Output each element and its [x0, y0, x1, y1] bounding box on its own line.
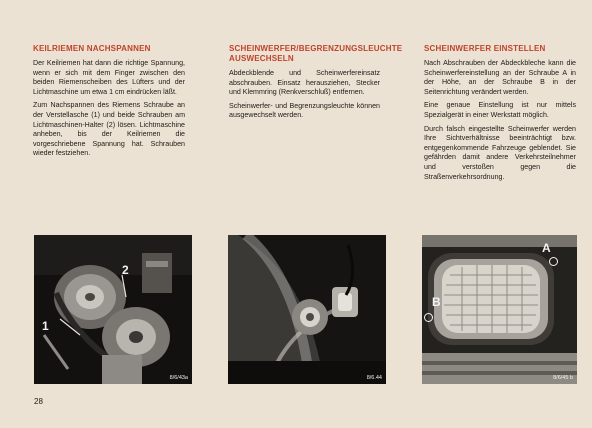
paragraph: Nach Abschrauben der Abdeckbleche kann die Scheinwerfereinstellung an der Schraube A in der Höhe, an der Schraube B in der Seitenrichtung verändert werden. [424, 59, 576, 96]
callout-1: 1 [42, 319, 49, 333]
callout-b: B [432, 295, 441, 309]
callout-a: A [542, 241, 551, 255]
adjust-screw-b-marker [424, 313, 433, 322]
paragraph: Eine genaue Einstellung ist nur mittels Spezialgerät in einer Werkstatt möglich. [424, 101, 576, 119]
paragraph: Durch falsch eingestellte Scheinwerfer werden Ihre Sichtverhältnisse beeinträchtigt bzw. entgegenkommende Fahrzeuge geblendet. Sie gefährden damit andere Verkehrsteilnehmer und verstoßen gegen die Straßenverkehrsordnung. [424, 124, 576, 181]
section-heading: KEILRIEMEN NACHSPANNEN [33, 44, 151, 53]
headlight-insert-illustration [228, 235, 386, 384]
column-headlight-adjust [424, 44, 576, 186]
callout-2: 2 [122, 263, 129, 277]
photo-headlight-adjust [422, 235, 577, 384]
photo-code: 8/6/43a [169, 375, 188, 381]
paragraph: Zum Nachspannen des Riemens Schraube an der Verstellasche (1) und beide Schrauben am Lichtmaschinen-Halter (2) lösen. Lichtmaschine anheben, bis der Keilriemen die vorgeschriebene Spannung hat. Schrauben wieder festziehen. [33, 101, 185, 158]
paragraph: Der Keilriemen hat dann die richtige Spannung, wenn er sich mit dem Finger zwischen den beiden Riemenscheiben des Lüfters und der Lichtmaschine um etwa 1 cm eindrücken läßt. [33, 59, 185, 96]
paragraph: Scheinwerfer- und Begrenzungsleuchte können ausgewechselt werden. [229, 101, 380, 120]
page-number: 28 [34, 397, 43, 406]
section-heading: SCHEINWERFER EINSTELLEN [424, 44, 546, 53]
engine-belt-illustration [34, 235, 192, 384]
paragraph: Abdeckblende und Scheinwerfereinsatz abschrauben. Einsatz herausziehen, Stecker und Klemmring (Renkverschluß) entfernen. [229, 69, 380, 97]
photo-code: 8/6.44 [366, 375, 382, 381]
photo-headlight-insert [228, 235, 386, 384]
section-heading: SCHEINWERFER/BEGRENZUNGSLEUCHTE AUSWECHSELN [229, 44, 403, 63]
photo-engine-belt [34, 235, 192, 384]
adjust-screw-a-marker [549, 257, 558, 266]
column-belt-tension [33, 44, 185, 163]
photo-code: 8/6/45 b [553, 375, 573, 381]
column-headlight-replace [229, 44, 403, 125]
